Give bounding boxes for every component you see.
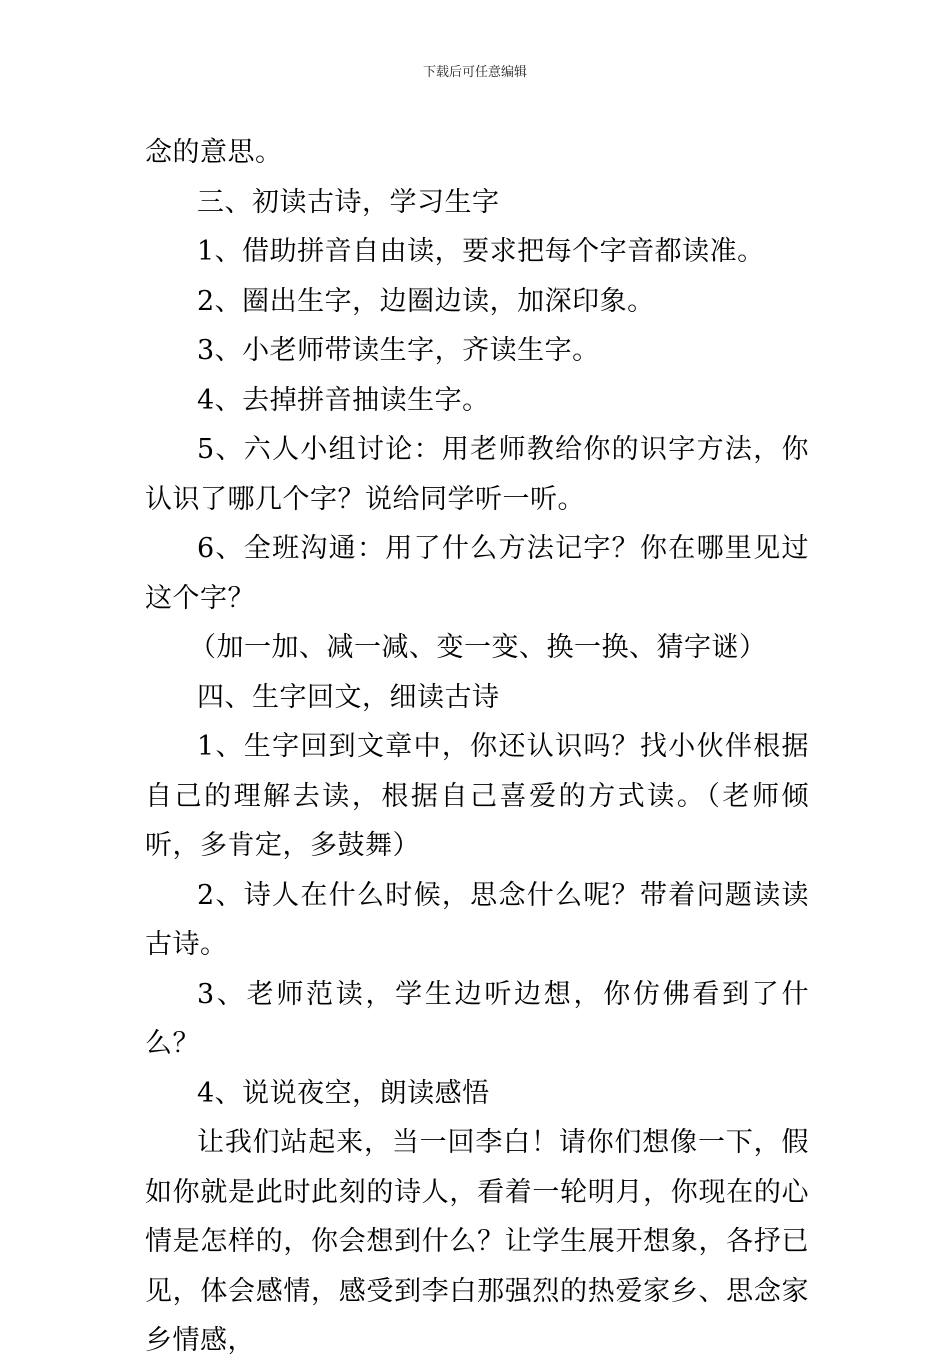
list-item: 3、小老师带读生字，齐读生字。 [197,335,600,366]
list-item: 1、生字回到文章中，你还认识吗？找小伙伴根据自己的理解去读，根据自己喜爱的方式读。（老师倾听，多肯定，多鼓舞） [145,731,809,861]
list-item: 4、说说夜空，朗读感悟 [197,1077,490,1109]
method-note: （加一加、减一减、变一变、换一换、猜字谜） [189,632,767,663]
list-item: 4、去掉拼音抽读生字。 [197,384,490,416]
list-item: 5、六人小组讨论：用老师教给你的识字方法，你认识了哪几个字？说给同学听一听。 [145,434,809,515]
section-heading-4: 四、生字回文，细读古诗 [197,681,500,713]
list-item: 1、借助拼音自由读，要求把每个字音都读准。 [197,236,765,267]
body-paragraph: 让我们站起来，当一回李白！请你们想像一下，假如你就是此时此刻的诗人，看着一轮明月，你现在的心情是怎样的，你会想到什么？让学生展开想象，各抒已见，体会感情，感受到李白那强烈的热爱家乡、思念家乡情感， [145,1127,809,1356]
document-body [145,128,809,1366]
list-item: 6、全班沟通：用了什么方法记字？你在哪里见过这个字？ [145,533,809,614]
paragraph-continuation: 念的意思。 [145,137,283,168]
list-item: 2、圈出生字，边圈边读，加深印象。 [197,285,655,317]
page-header: 下载后可任意编辑 [422,65,527,80]
list-item: 3、老师范读，学生边听边想，你仿佛看到了什么？ [145,978,809,1059]
section-heading-3: 三、初读古诗，学习生字 [197,186,500,218]
list-item: 2、诗人在什么时候，思念什么呢？带着问题读读古诗。 [145,879,809,960]
